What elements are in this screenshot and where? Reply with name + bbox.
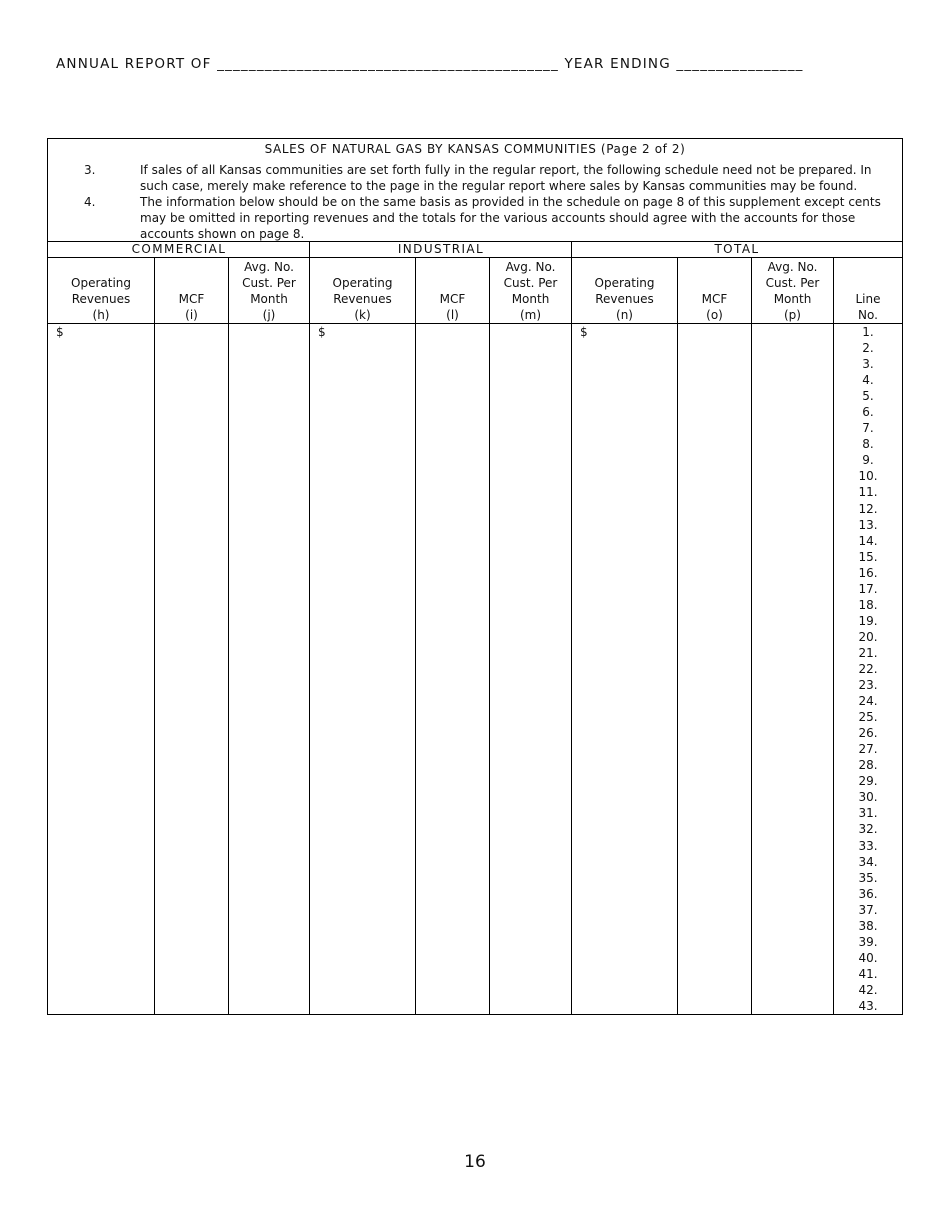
line-number: 30. (858, 790, 878, 805)
col-n-operating-revenues (572, 275, 677, 323)
line-number: 36. (858, 886, 878, 901)
line-number: 43. (858, 998, 878, 1013)
column-divider (489, 257, 490, 1015)
column-divider (677, 257, 678, 1015)
line-number: 28. (858, 758, 878, 773)
line-number: 37. (858, 902, 878, 917)
col-m-avg-customers (490, 259, 571, 323)
line-number: 21. (858, 645, 878, 660)
company-name-blank[interactable]: ___________________________________________ (217, 56, 559, 72)
line-number: 7. (862, 421, 874, 436)
page-number: 16 (464, 1152, 486, 1172)
line-number: 26. (858, 726, 878, 741)
col-label: Avg. No. Cust. Per Month (j) (242, 260, 296, 322)
col-h-operating-revenues (48, 275, 154, 323)
dollar-sign-commercial: $ (56, 325, 64, 339)
line-number: 39. (858, 934, 878, 949)
group-commercial: COMMERCIAL (131, 242, 227, 256)
line-number: 17. (858, 581, 878, 596)
col-label: Operating Revenues (k) (332, 276, 393, 322)
column-divider (154, 257, 155, 1015)
line-number: 18. (858, 597, 878, 612)
year-ending-label: YEAR ENDING (564, 56, 671, 72)
column-divider (751, 257, 752, 1015)
line-numbers (834, 324, 902, 1014)
line-number: 27. (858, 742, 878, 757)
line-number: 16. (858, 565, 878, 580)
group-divider (309, 241, 310, 1015)
group-total: TOTAL (714, 242, 760, 256)
line-number: 10. (858, 469, 878, 484)
line-number: 40. (858, 950, 878, 965)
col-i-mcf (155, 291, 228, 323)
line-number: 42. (858, 982, 878, 997)
line-number: 5. (862, 389, 874, 404)
column-divider (228, 257, 229, 1015)
col-label: MCF (l) (439, 292, 466, 322)
line-number: 11. (858, 485, 878, 500)
col-label: Avg. No. Cust. Per Month (m) (503, 260, 558, 322)
line-number: 15. (858, 549, 878, 564)
line-number: 19. (858, 613, 878, 628)
line-number: 31. (858, 806, 878, 821)
report-header (56, 56, 804, 72)
line-number: 20. (858, 629, 878, 644)
line-number: 23. (858, 678, 878, 693)
note-number: 3. (84, 163, 96, 177)
col-label: MCF (o) (701, 292, 728, 322)
schedule-table (47, 138, 903, 1015)
col-l-mcf (416, 291, 489, 323)
col-j-avg-customers (229, 259, 309, 323)
line-number: 33. (858, 838, 878, 853)
col-p-avg-customers (752, 259, 833, 323)
line-number: 29. (858, 774, 878, 789)
col-label: Line No. (855, 292, 881, 322)
dollar-sign-total: $ (580, 325, 588, 339)
dollar-sign-industrial: $ (318, 325, 326, 339)
col-label: Operating Revenues (h) (71, 276, 131, 322)
line-number: 12. (858, 501, 878, 516)
note-text: If sales of all Kansas communities are set forth fully in the regular report, the following schedule need not be prepared. In such case, merely make reference to the page in the regular report where sales by Kansas communities may be found. (140, 163, 872, 193)
col-k-operating-revenues (310, 275, 415, 323)
schedule-title: SALES OF NATURAL GAS BY KANSAS COMMUNITIES (Page 2 of 2) (264, 142, 686, 156)
line-number: 8. (862, 437, 874, 452)
line-number: 3. (862, 357, 874, 372)
col-label: Operating Revenues (n) (594, 276, 655, 322)
group-industrial: INDUSTRIAL (397, 242, 485, 256)
line-number: 4. (862, 373, 874, 388)
col-label: Avg. No. Cust. Per Month (p) (765, 260, 820, 322)
line-number: 38. (858, 918, 878, 933)
line-number: 34. (858, 854, 878, 869)
line-number: 41. (858, 966, 878, 981)
line-number: 9. (862, 453, 874, 468)
col-label: MCF (i) (178, 292, 205, 322)
col-o-mcf (678, 291, 751, 323)
line-number: 2. (862, 341, 874, 356)
divider (48, 323, 902, 324)
line-number: 14. (858, 533, 878, 548)
line-number: 1. (862, 325, 874, 339)
year-ending-blank[interactable]: ________________ (676, 56, 804, 72)
annual-report-label: ANNUAL REPORT OF (56, 56, 212, 72)
note-number: 4. (84, 195, 96, 209)
line-number: 32. (858, 822, 878, 837)
column-divider (415, 257, 416, 1015)
line-number: 13. (858, 517, 878, 532)
line-number: 24. (858, 694, 878, 709)
line-number: 35. (858, 870, 878, 885)
group-divider (571, 241, 572, 1015)
col-line-no (834, 291, 902, 323)
note-text: The information below should be on the same basis as provided in the schedule on page 8 of this supplement except cents may be omitted in reporting revenues and the totals for the various accounts should agree with the accounts for those accounts shown on page 8. (140, 195, 881, 241)
line-number: 25. (858, 710, 878, 725)
line-number: 22. (858, 661, 878, 676)
line-number: 6. (862, 405, 874, 420)
divider (48, 257, 902, 258)
